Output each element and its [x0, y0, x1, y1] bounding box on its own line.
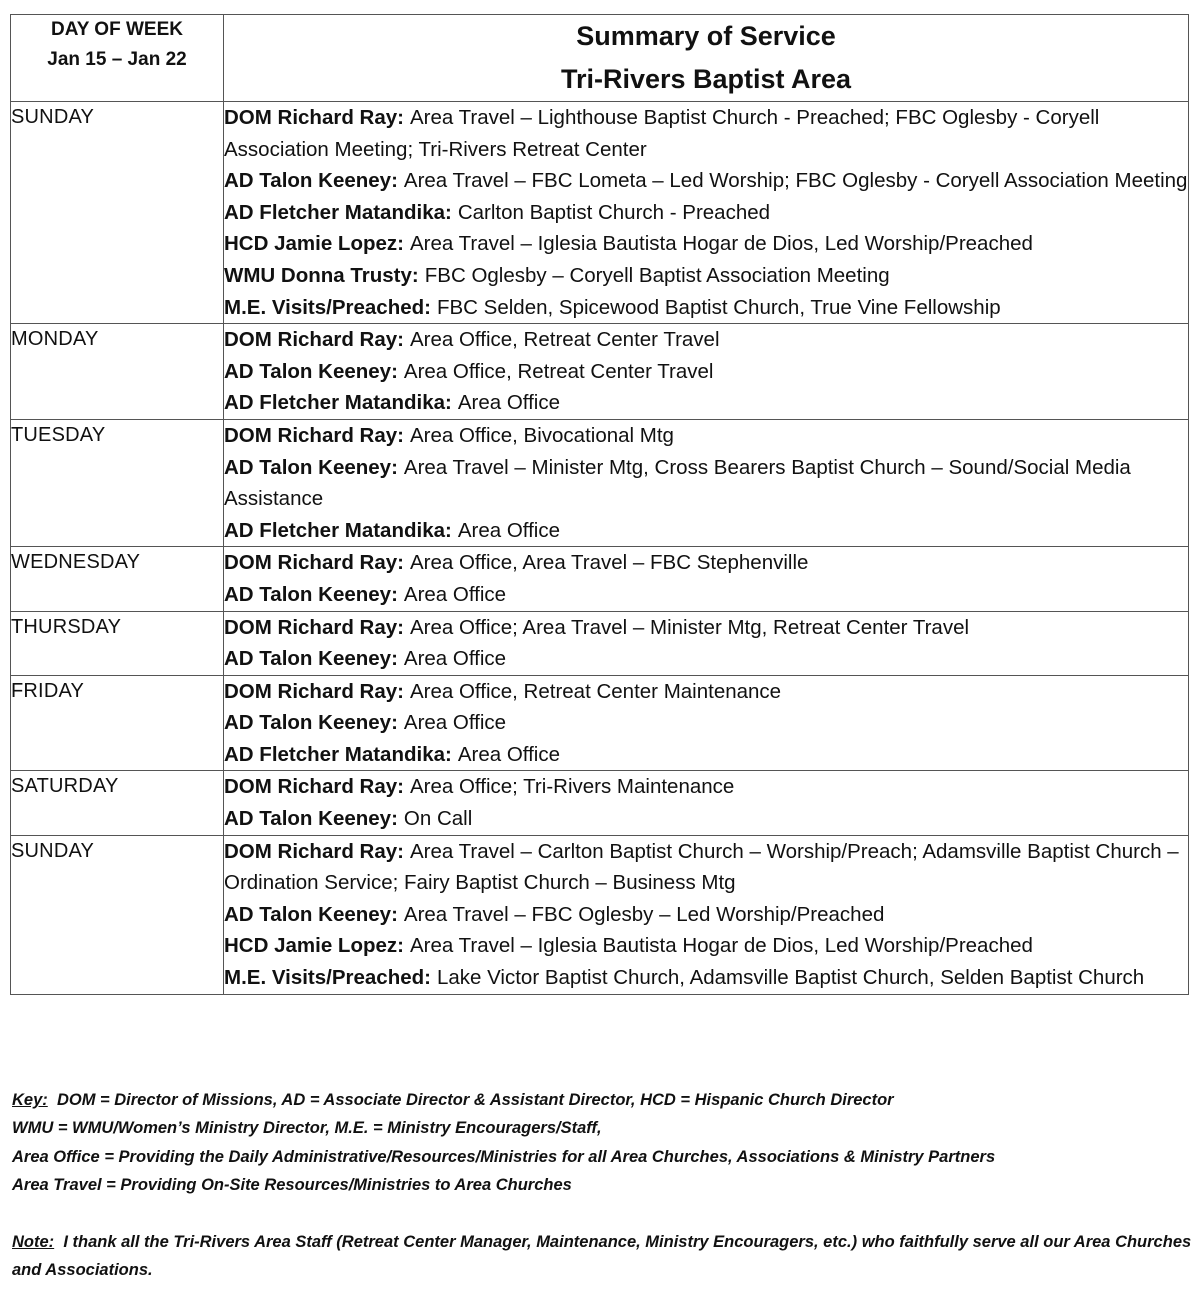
service-entry — [224, 547, 1188, 579]
staff-role-name: AD Talon Keeney: — [224, 359, 398, 383]
header-row — [11, 15, 1189, 102]
note-label: Note: — [12, 1232, 55, 1251]
schedule-row — [11, 547, 1189, 611]
service-activity: Area Travel – FBC Lometa – Led Worship; FBC Oglesby - Coryell Association Meeting — [403, 169, 1188, 193]
day-header-line-2: Jan 15 – Jan 22 — [47, 49, 187, 70]
staff-role-name: AD Talon Keeney: — [224, 711, 398, 735]
schedule-row — [11, 611, 1189, 675]
service-entry — [224, 612, 1188, 644]
service-activity: Area Office — [403, 647, 507, 671]
key-line-2: WMU = WMU/Women’s Ministry Director, M.E. = Ministry Encouragers/Staff, — [12, 1119, 602, 1138]
service-activity: Area Travel – Iglesia Bautista Hogar de Dios, Led Worship/Preached — [409, 232, 1033, 256]
service-entry — [224, 739, 1188, 771]
service-activity: Area Office, Retreat Center Travel — [409, 328, 720, 352]
service-entry — [224, 260, 1188, 292]
service-entry — [224, 771, 1188, 803]
service-entry — [224, 803, 1188, 835]
staff-role-name: AD Talon Keeney: — [224, 902, 398, 926]
staff-role-name: AD Talon Keeney: — [224, 169, 398, 193]
service-entry — [224, 962, 1188, 994]
footnotes — [12, 1086, 1192, 1284]
title-line-2: Tri-Rivers Baptist Area — [560, 64, 852, 94]
schedule-body — [11, 102, 1189, 995]
day-cell: MONDAY — [11, 324, 224, 420]
service-activity: Area Office; Tri-Rivers Maintenance — [409, 775, 735, 799]
service-activity: Area Office, Retreat Center Maintenance — [409, 679, 782, 703]
service-entries-cell — [224, 771, 1189, 835]
service-entry — [224, 387, 1188, 419]
service-entry — [224, 228, 1188, 260]
staff-role-name: AD Talon Keeney: — [224, 582, 398, 606]
service-entries-cell — [224, 835, 1189, 994]
service-entries-cell — [224, 611, 1189, 675]
staff-role-name: AD Talon Keeney: — [224, 807, 398, 831]
key-text-1: DOM = Director of Missions, AD = Associate Director & Assistant Director, HCD = Hispanic Church Director — [56, 1091, 894, 1109]
service-activity: Area Office, Area Travel – FBC Stephenville — [409, 551, 809, 575]
staff-role-name: AD Talon Keeney: — [224, 647, 398, 671]
service-activity: Area Travel – Iglesia Bautista Hogar de Dios, Led Worship/Preached — [409, 934, 1033, 958]
service-entry — [224, 292, 1188, 324]
service-entries-cell — [224, 102, 1189, 324]
key-line-4: Area Travel = Providing On-Site Resources/Ministries to Area Churches — [12, 1176, 572, 1195]
service-activity: FBC Oglesby – Coryell Baptist Association Meeting — [424, 263, 890, 287]
service-entry — [224, 324, 1188, 356]
service-activity: Carlton Baptist Church - Preached — [457, 200, 771, 224]
service-entries-cell — [224, 675, 1189, 771]
service-entries-cell — [224, 419, 1189, 546]
day-cell: FRIDAY — [11, 675, 224, 771]
schedule-row — [11, 835, 1189, 994]
title-line-1: Summary of Service — [576, 21, 836, 51]
day-cell: SATURDAY — [11, 771, 224, 835]
service-entry — [224, 836, 1188, 899]
staff-role-name: HCD Jamie Lopez: — [224, 232, 404, 256]
staff-role-name: DOM Richard Ray: — [224, 775, 404, 799]
day-cell: THURSDAY — [11, 611, 224, 675]
service-entry — [224, 356, 1188, 388]
staff-role-name: DOM Richard Ray: — [224, 551, 404, 575]
staff-role-name: M.E. Visits/Preached: — [224, 966, 431, 990]
service-entry — [224, 452, 1188, 515]
note-text: I thank all the Tri-Rivers Area Staff (Retreat Center Manager, Maintenance, Ministry Encouragers, etc.) who faithfully serve all our Area Churches and Associations. — [12, 1232, 1192, 1280]
note — [12, 1228, 1192, 1285]
service-entry — [224, 420, 1188, 452]
schedule-row — [11, 102, 1189, 324]
service-activity: On Call — [403, 807, 473, 831]
service-entry — [224, 515, 1188, 547]
service-activity: Area Travel – Lighthouse Baptist Church - Preached; FBC Oglesby - Coryell Association Meeting; Tri-Rivers Retreat Center — [224, 106, 1100, 161]
key-line-1 — [12, 1086, 1192, 1114]
schedule-row — [11, 771, 1189, 835]
service-entry — [224, 102, 1188, 165]
day-of-week-header — [11, 15, 224, 102]
service-activity: Lake Victor Baptist Church, Adamsville Baptist Church, Selden Baptist Church — [436, 966, 1145, 990]
service-activity: Area Office — [403, 711, 507, 735]
day-header-line-1: DAY OF WEEK — [51, 19, 183, 40]
service-activity: Area Travel – Minister Mtg, Cross Bearers Baptist Church – Sound/Social Media Assistance — [224, 455, 1131, 511]
service-activity: Area Office — [403, 582, 507, 606]
staff-role-name: M.E. Visits/Preached: — [224, 295, 431, 319]
service-activity: Area Office, Retreat Center Travel — [403, 359, 714, 383]
service-activity: FBC Selden, Spicewood Baptist Church, True Vine Fellowship — [436, 295, 1001, 319]
staff-role-name: AD Talon Keeney: — [224, 455, 398, 479]
service-entry — [224, 707, 1188, 739]
staff-role-name: WMU Donna Trusty: — [224, 263, 419, 287]
staff-role-name: DOM Richard Ray: — [224, 106, 404, 129]
service-activity: Area Office — [457, 518, 560, 542]
service-entry — [224, 165, 1188, 197]
service-activity: Area Travel – FBC Oglesby – Led Worship/Preached — [403, 902, 885, 926]
summary-title-header — [224, 15, 1189, 102]
staff-role-name: DOM Richard Ray: — [224, 679, 404, 703]
key-label: Key: — [12, 1091, 48, 1109]
day-cell: SUNDAY — [11, 102, 224, 324]
staff-role-name: DOM Richard Ray: — [224, 839, 404, 863]
service-activity: Area Office, Bivocational Mtg — [409, 423, 674, 447]
staff-role-name: HCD Jamie Lopez: — [224, 934, 404, 958]
service-entries-cell — [224, 324, 1189, 420]
service-entries-cell — [224, 547, 1189, 611]
service-entry — [224, 197, 1188, 229]
key-line-3: Area Office = Providing the Daily Administrative/Resources/Ministries for all Area Churches, Associations & Ministry Partners — [12, 1147, 996, 1166]
service-entry — [224, 643, 1188, 675]
summary-table — [10, 14, 1189, 995]
day-cell: TUESDAY — [11, 419, 224, 546]
staff-role-name: DOM Richard Ray: — [224, 615, 404, 639]
staff-role-name: AD Fletcher Matandika: — [224, 742, 452, 766]
schedule-row — [11, 675, 1189, 771]
service-entry — [224, 579, 1188, 611]
staff-role-name: AD Fletcher Matandika: — [224, 200, 452, 224]
staff-role-name: DOM Richard Ray: — [224, 423, 404, 447]
service-activity: Area Office; Area Travel – Minister Mtg, Retreat Center Travel — [409, 615, 970, 639]
service-entry — [224, 676, 1188, 708]
staff-role-name: AD Fletcher Matandika: — [224, 391, 452, 415]
service-entry — [224, 899, 1188, 931]
service-activity: Area Office — [457, 742, 560, 766]
service-activity: Area Travel – Carlton Baptist Church – Worship/Preach; Adamsville Baptist Church – Ordination Service; Fairy Baptist Church – Business Mtg — [224, 839, 1179, 895]
service-entry — [224, 930, 1188, 962]
staff-role-name: AD Fletcher Matandika: — [224, 518, 452, 542]
day-cell: SUNDAY — [11, 835, 224, 994]
service-activity: Area Office — [457, 391, 560, 415]
day-cell: WEDNESDAY — [11, 547, 224, 611]
schedule-row — [11, 324, 1189, 420]
schedule-row — [11, 419, 1189, 546]
staff-role-name: DOM Richard Ray: — [224, 328, 404, 352]
